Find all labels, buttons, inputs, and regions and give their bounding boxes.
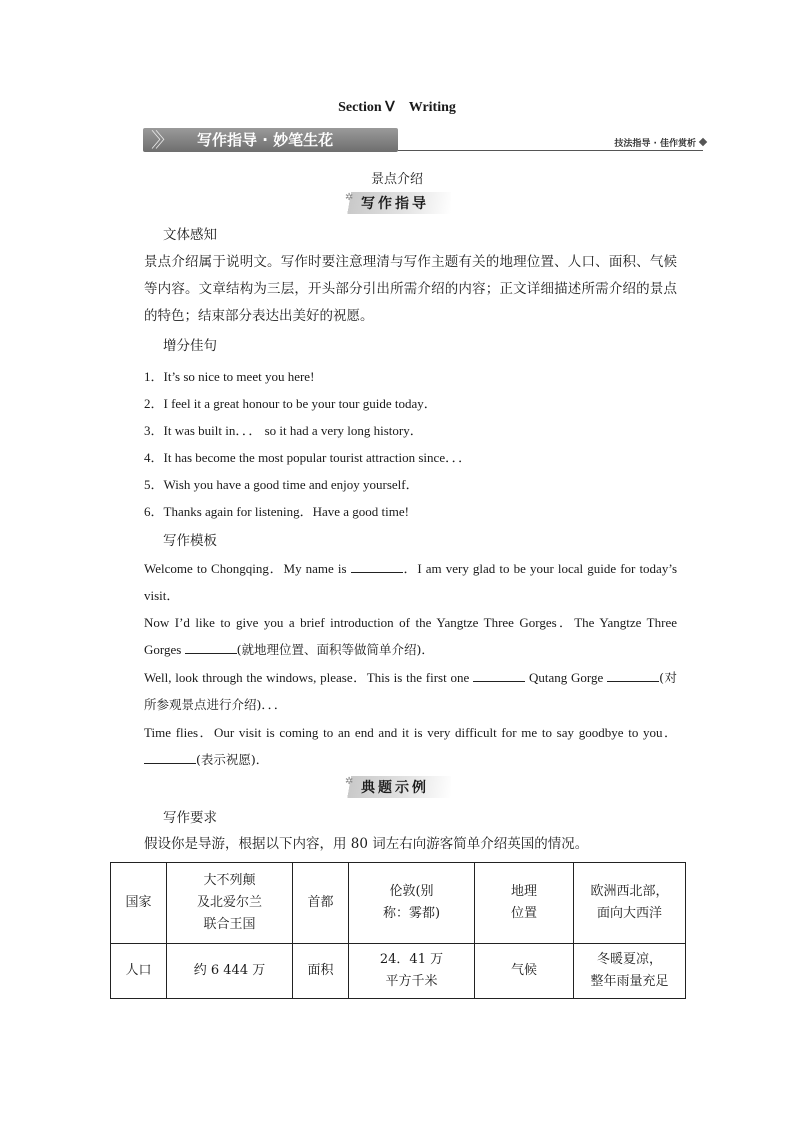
guide-tag-label: 写作指导	[361, 196, 429, 212]
template-heading: 写作模板	[163, 533, 217, 549]
fill-blank	[473, 671, 525, 682]
topic-title: 景点介绍	[370, 172, 423, 187]
template-text: ．I am very glad to be your local guide for today’s visit．	[144, 561, 677, 603]
phrases-heading: 增分佳句	[163, 338, 217, 354]
banner-divider	[398, 150, 703, 151]
template-paragraph-2	[144, 609, 677, 663]
template-hint: (就地理位置、面积等做简单介绍)．	[236, 642, 434, 657]
requirement-heading: 写作要求	[163, 810, 217, 826]
example-tag-label: 典题示例	[361, 780, 429, 796]
example-tag	[0, 776, 794, 798]
phrase-item: 3．It was built in．．． so it had a very long history．	[144, 423, 423, 438]
template-hint: (对所参观景点进行介绍)．．．	[144, 670, 678, 712]
table-cell: 地理 位置	[475, 863, 574, 944]
fill-blank	[144, 753, 196, 764]
phrase-item: 2．I feel it a great honour to be your tour guide today．	[144, 396, 437, 411]
template-paragraph-4	[144, 719, 677, 773]
fill-blank	[607, 671, 659, 682]
double-chevron-icon: 〉〉	[151, 128, 169, 152]
section-banner	[143, 126, 708, 156]
template-paragraph-3	[144, 664, 677, 718]
genre-text: 景点介绍属于说明文。写作时要注意理清与写作主题有关的地理位置、人口、面积、气候等内容。文章结构为三层，开头部分引出所需介绍的内容；正文详细描述所需介绍的景点的特色；结束部分表达出美好的祝愿。	[144, 254, 677, 324]
table-cell: 首都	[293, 863, 349, 944]
table-cell: 大不列颠 及北爱尔兰 联合王国	[167, 863, 293, 944]
table-cell: 24．41 万 平方千米	[349, 944, 475, 999]
template-text: Now I’d like to give you a brief introduction of the Yangtze Three Gorges．The Yangtze Three Gorges	[144, 615, 677, 657]
fill-blank	[185, 643, 237, 654]
phrase-item: 5．Wish you have a good time and enjoy yourself．	[144, 477, 419, 492]
template-paragraph-1	[144, 555, 677, 609]
table-cell: 约 6 444 万	[167, 944, 293, 999]
genre-heading: 文体感知	[163, 227, 217, 243]
table-cell: 面积	[293, 944, 349, 999]
table-cell: 国家	[111, 863, 167, 944]
phrase-item: 1．It’s so nice to meet you here!	[144, 369, 315, 384]
table-cell: 冬暖夏凉， 整年雨量充足	[574, 944, 686, 999]
template-text: Well, look through the windows, please．This is the first one	[144, 670, 470, 685]
section-title: Section Ⅴ Writing	[338, 100, 456, 115]
table-cell: 伦敦(别 称：雾都)	[349, 863, 475, 944]
template-text: Qutang Gorge	[528, 670, 604, 685]
table-row	[111, 944, 686, 999]
table-cell: 人口	[111, 944, 167, 999]
fill-blank	[351, 562, 403, 573]
phrase-item: 4．It has become the most popular tourist attraction since．．．	[144, 450, 472, 465]
phrase-item: 6．Thanks again for listening．Have a good time!	[144, 504, 409, 519]
template-text: Time flies．Our visit is coming to an end and it is very difficult for me to say goodbye to you．	[144, 725, 677, 740]
sparkle-icon: ✲	[345, 192, 357, 203]
table-cell: 欧洲西北部， 面向大西洋	[574, 863, 686, 944]
banner-left-text: 写作指导 · 妙笔生花	[197, 131, 334, 149]
table-row	[111, 863, 686, 944]
banner-right-text: 技法指导 · 佳作赏析	[614, 139, 696, 149]
info-table	[110, 862, 686, 999]
template-hint: (表示祝愿)．	[196, 752, 269, 767]
requirement-text: 假设你是导游，根据以下内容，用 80 词左右向游客简单介绍英国的情况。	[144, 836, 589, 852]
guide-tag	[0, 192, 794, 214]
table-cell: 气候	[475, 944, 574, 999]
diamond-icon	[699, 138, 707, 146]
sparkle-icon: ✲	[345, 776, 357, 787]
template-text: Welcome to Chongqing．My name is	[144, 561, 347, 576]
